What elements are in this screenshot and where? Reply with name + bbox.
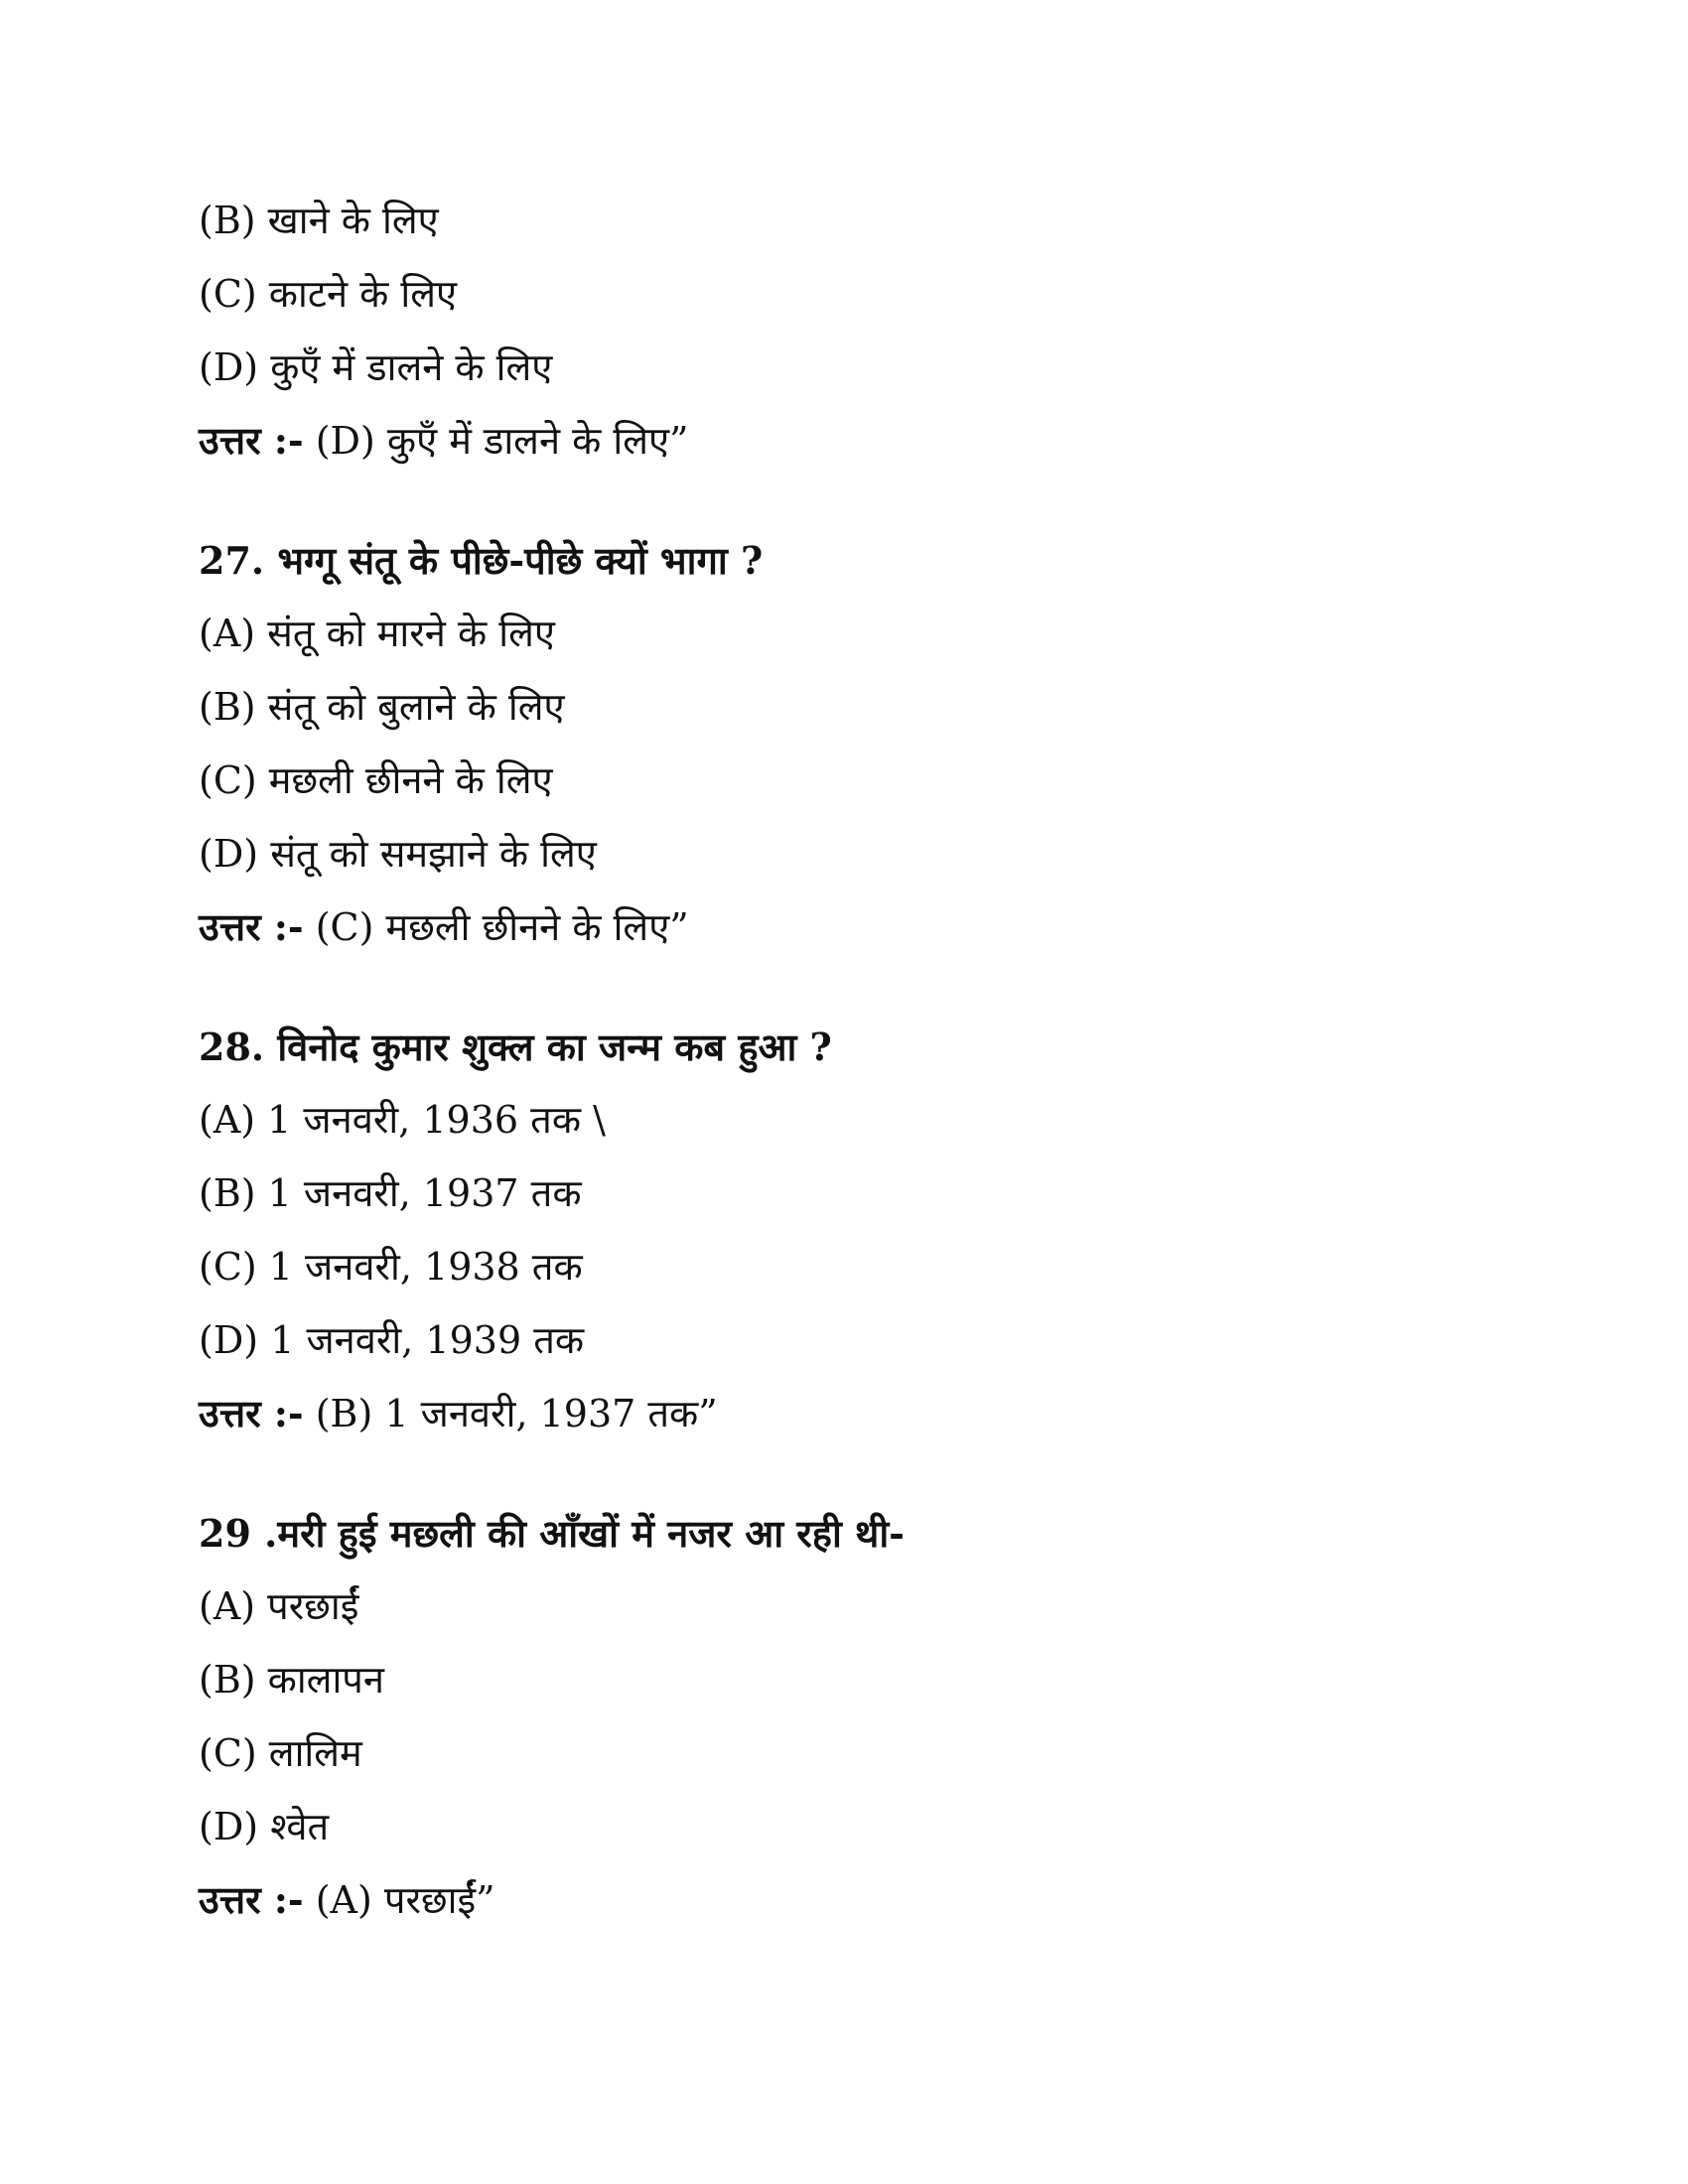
question-title: 28. विनोद कुमार शुक्ल का जन्म कब हुआ ? xyxy=(199,1024,832,1069)
option-line: (B) 1 जनवरी, 1937 तक xyxy=(199,1171,582,1215)
option-line: (D) 1 जनवरी, 1939 तक xyxy=(199,1318,585,1362)
answer-text: (D) कुएँ में डालने के लिए” xyxy=(303,419,689,463)
option-line: (B) खाने के लिए xyxy=(199,199,439,242)
option-line: (C) लालिम xyxy=(199,1731,362,1775)
answer-line xyxy=(199,1875,495,1925)
question-title: 29 .मरी हुई मछली की आँखों में नजर आ रही थी- xyxy=(199,1511,905,1556)
option-line: (D) श्वेत xyxy=(199,1805,330,1848)
answer-text: (B) 1 जनवरी, 1937 तक” xyxy=(303,1392,718,1435)
answer-label: उत्तर :- xyxy=(199,1391,304,1435)
option-line: (D) कुएँ में डालने के लिए xyxy=(199,345,553,389)
question-title: 27. भग्गू संतू के पीछे-पीछे क्यों भागा ? xyxy=(199,538,764,583)
option-line: (C) काटने के लिए xyxy=(199,272,458,316)
answer-line xyxy=(199,416,688,466)
option-line: (A) संतू को मारने के लिए xyxy=(199,612,555,655)
answer-line xyxy=(199,1389,718,1438)
option-line: (C) मछली छीनने के लिए xyxy=(199,758,553,802)
option-line: (B) संतू को बुलाने के लिए xyxy=(199,685,565,729)
answer-text: (C) मछली छीनने के लिए” xyxy=(303,905,689,949)
answer-text: (A) परछाईं” xyxy=(303,1878,495,1922)
option-line: (A) 1 जनवरी, 1936 तक \ xyxy=(199,1098,606,1142)
answer-label: उत्तर :- xyxy=(199,1877,304,1922)
answer-label: उत्तर :- xyxy=(199,418,304,463)
answer-line xyxy=(199,902,689,952)
option-line: (A) परछाईं xyxy=(199,1584,359,1628)
option-line: (D) संतू को समझाने के लिए xyxy=(199,832,597,876)
option-line: (B) कालापन xyxy=(199,1658,384,1702)
answer-label: उत्तर :- xyxy=(199,904,304,949)
option-line: (C) 1 जनवरी, 1938 तक xyxy=(199,1245,583,1289)
